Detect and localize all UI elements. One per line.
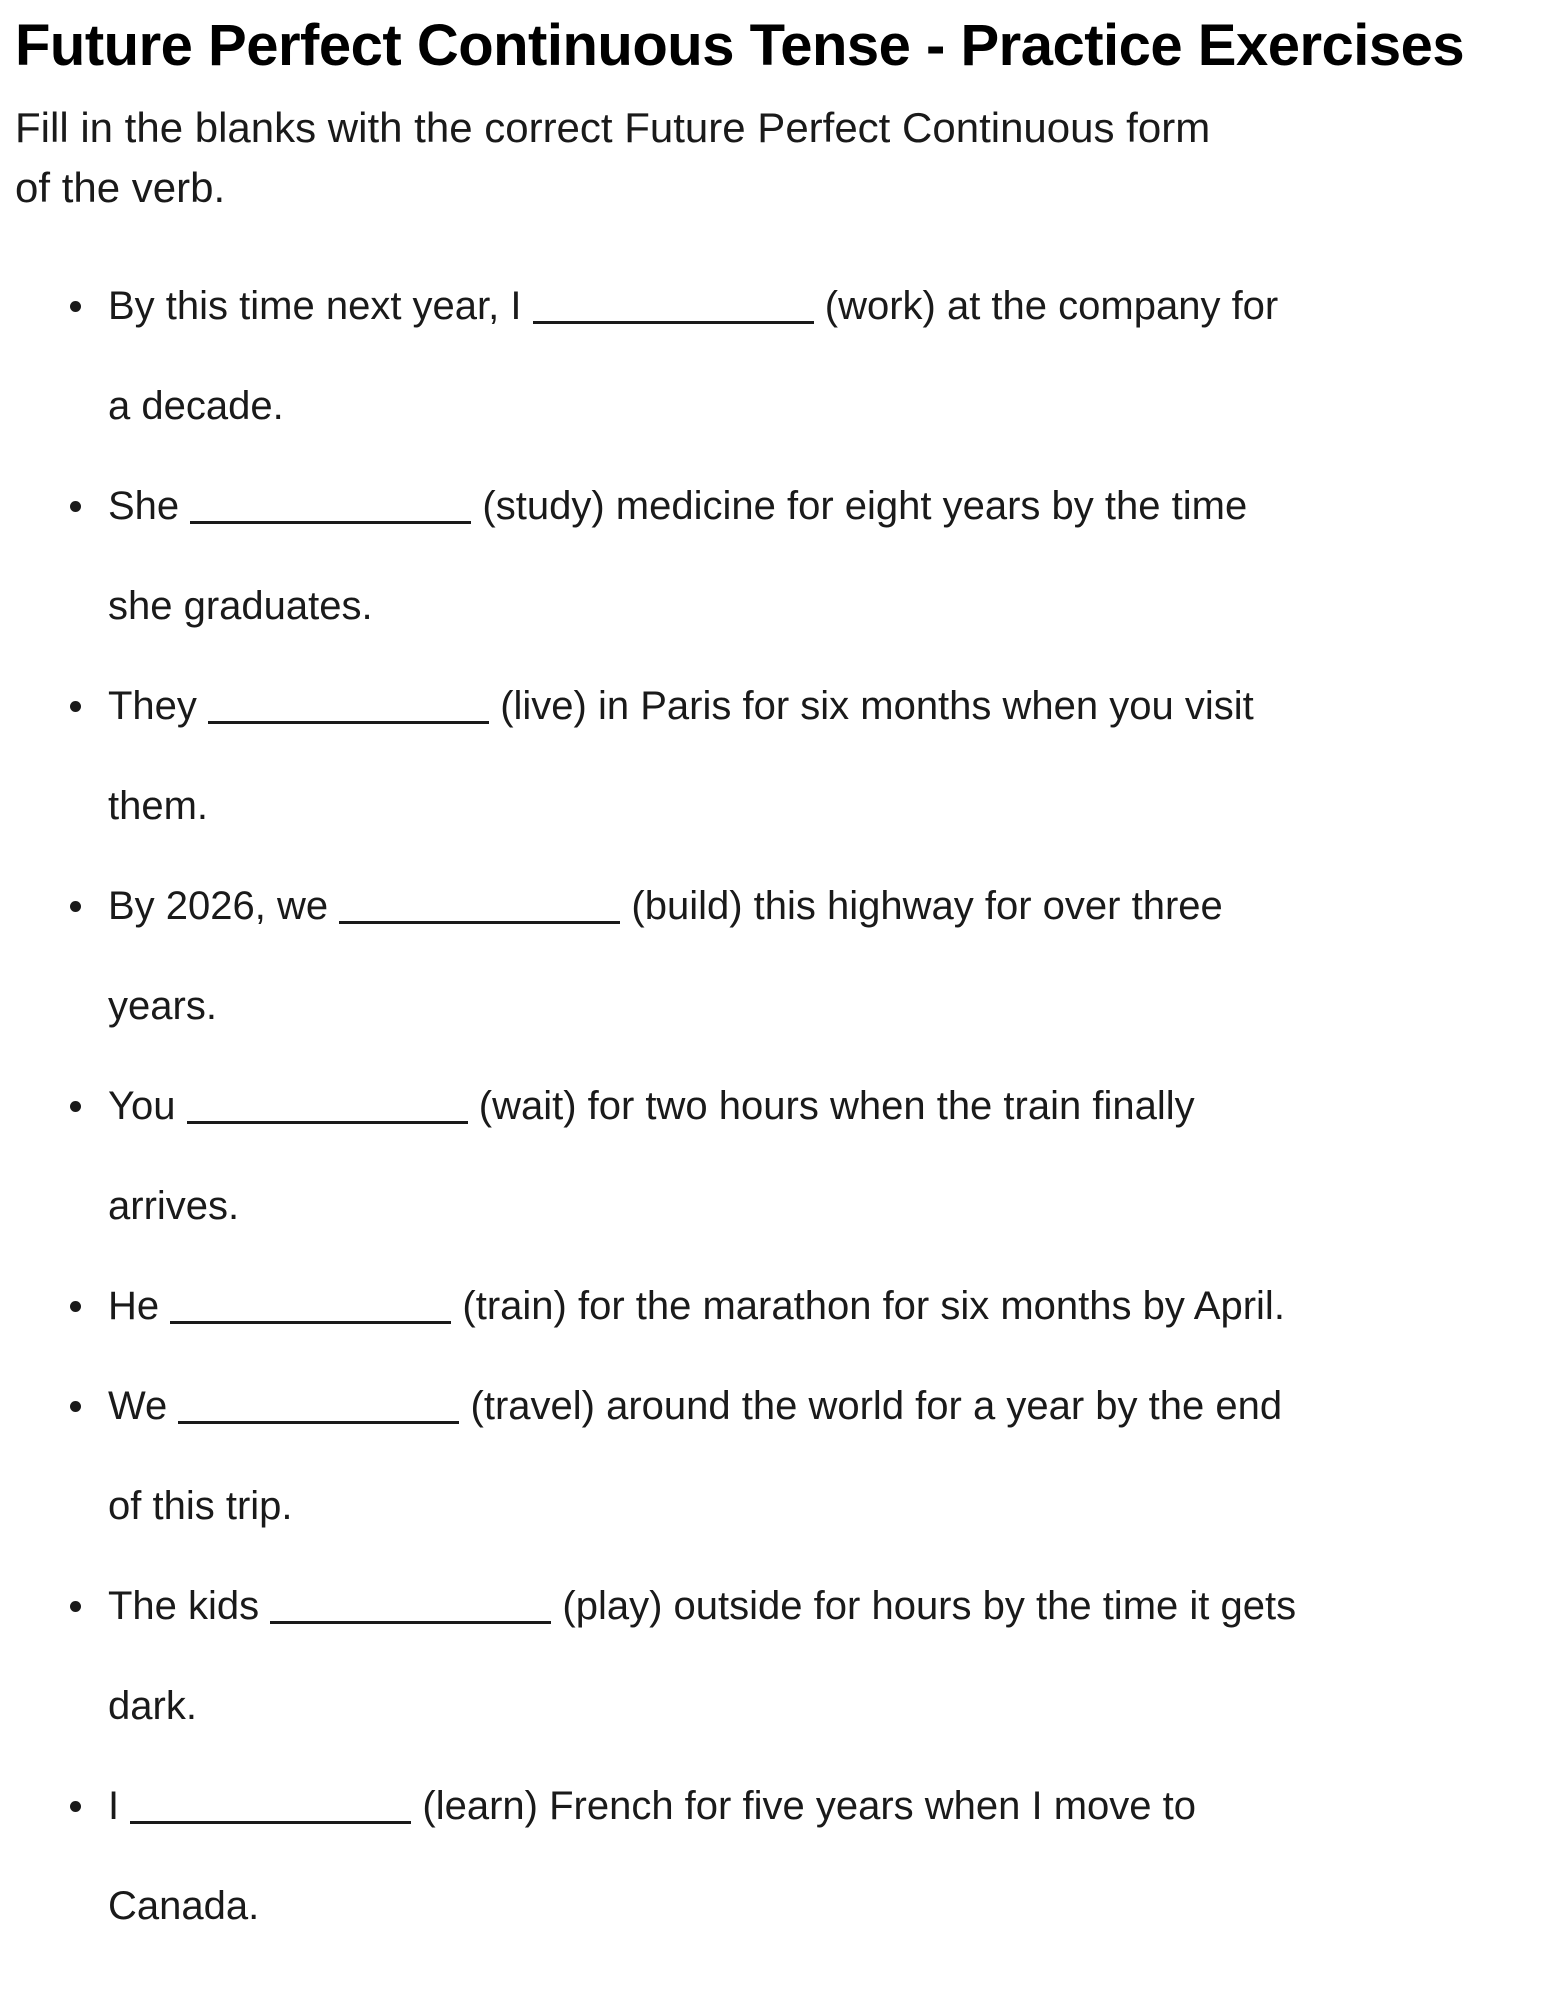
sentence-line-2 bbox=[108, 1456, 1525, 1556]
sentence-line-2 bbox=[108, 756, 1525, 856]
answer-blank bbox=[130, 1821, 411, 1824]
answer-blank bbox=[187, 1121, 468, 1124]
exercise-item bbox=[108, 856, 1525, 1056]
sentence-before-blank: By 2026, we bbox=[108, 884, 329, 928]
answer-blank bbox=[178, 1421, 459, 1424]
sentence-line-1 bbox=[108, 1756, 1525, 1856]
sentence-after-blank: (play) outside for hours by the time it gets bbox=[562, 1584, 1297, 1628]
sentence-before-blank: We bbox=[108, 1384, 168, 1428]
exercise-item bbox=[108, 1056, 1525, 1256]
exercise-list bbox=[108, 256, 1525, 1956]
sentence-line-1 bbox=[108, 1556, 1525, 1656]
sentence-before-blank: She bbox=[108, 484, 180, 528]
sentence-continuation: arrives. bbox=[108, 1184, 240, 1228]
sentence-after-blank: (study) medicine for eight years by the time bbox=[482, 484, 1248, 528]
sentence-line-1 bbox=[108, 656, 1525, 756]
sentence-after-blank: (travel) around the world for a year by the end bbox=[470, 1384, 1283, 1428]
answer-blank bbox=[533, 321, 814, 324]
exercise-item bbox=[108, 256, 1525, 456]
sentence-line-2 bbox=[108, 356, 1525, 456]
exercise-item bbox=[108, 1356, 1525, 1556]
answer-blank bbox=[170, 1321, 451, 1324]
sentence-line-2 bbox=[108, 1856, 1525, 1956]
instructions bbox=[15, 98, 1525, 218]
page-title: Future Perfect Continuous Tense - Practice Exercises bbox=[15, 13, 1465, 78]
sentence-after-blank: (live) in Paris for six months when you visit bbox=[500, 684, 1254, 728]
exercise-item bbox=[108, 656, 1525, 856]
sentence-line-1 bbox=[108, 856, 1525, 956]
sentence-line-1 bbox=[108, 456, 1525, 556]
exercise-item bbox=[108, 1556, 1525, 1756]
sentence-line-2 bbox=[108, 1156, 1525, 1256]
sentence-line-2 bbox=[108, 556, 1525, 656]
sentence-after-blank: (build) this highway for over three bbox=[631, 884, 1223, 928]
sentence-line-2 bbox=[108, 956, 1525, 1056]
answer-blank bbox=[208, 721, 489, 724]
sentence-before-blank: You bbox=[108, 1084, 176, 1128]
sentence-continuation: Canada. bbox=[108, 1884, 260, 1928]
sentence-before-blank: They bbox=[108, 684, 197, 728]
answer-blank bbox=[270, 1621, 551, 1624]
sentence-line-1 bbox=[108, 256, 1525, 356]
sentence-before-blank: By this time next year, I bbox=[108, 284, 522, 328]
sentence-before-blank: He bbox=[108, 1284, 160, 1328]
sentence-line-2 bbox=[108, 1656, 1525, 1756]
sentence-line-1 bbox=[108, 1256, 1525, 1356]
sentence-before-blank: The kids bbox=[108, 1584, 260, 1628]
sentence-continuation: of this trip. bbox=[108, 1484, 293, 1528]
sentence-continuation: years. bbox=[108, 984, 217, 1028]
instructions-line-1: Fill in the blanks with the correct Future Perfect Continuous form bbox=[15, 104, 1211, 151]
instructions-line-2: of the verb. bbox=[15, 164, 226, 211]
sentence-after-blank: (work) at the company for bbox=[824, 284, 1279, 328]
exercise-item bbox=[108, 456, 1525, 656]
sentence-continuation: she graduates. bbox=[108, 584, 373, 628]
sentence-after-blank: (learn) French for five years when I move to bbox=[422, 1784, 1197, 1828]
sentence-continuation: them. bbox=[108, 784, 209, 828]
answer-blank bbox=[339, 921, 620, 924]
exercise-item bbox=[108, 1256, 1525, 1356]
sentence-continuation: dark. bbox=[108, 1684, 197, 1728]
sentence-line-1 bbox=[108, 1056, 1525, 1156]
sentence-after-blank: (wait) for two hours when the train finally bbox=[478, 1084, 1195, 1128]
exercise-item bbox=[108, 1756, 1525, 1956]
sentence-continuation: a decade. bbox=[108, 384, 284, 428]
answer-blank bbox=[190, 521, 471, 524]
sentence-after-blank: (train) for the marathon for six months by April. bbox=[462, 1284, 1285, 1328]
sentence-line-1 bbox=[108, 1356, 1525, 1456]
sentence-before-blank: I bbox=[108, 1784, 120, 1828]
